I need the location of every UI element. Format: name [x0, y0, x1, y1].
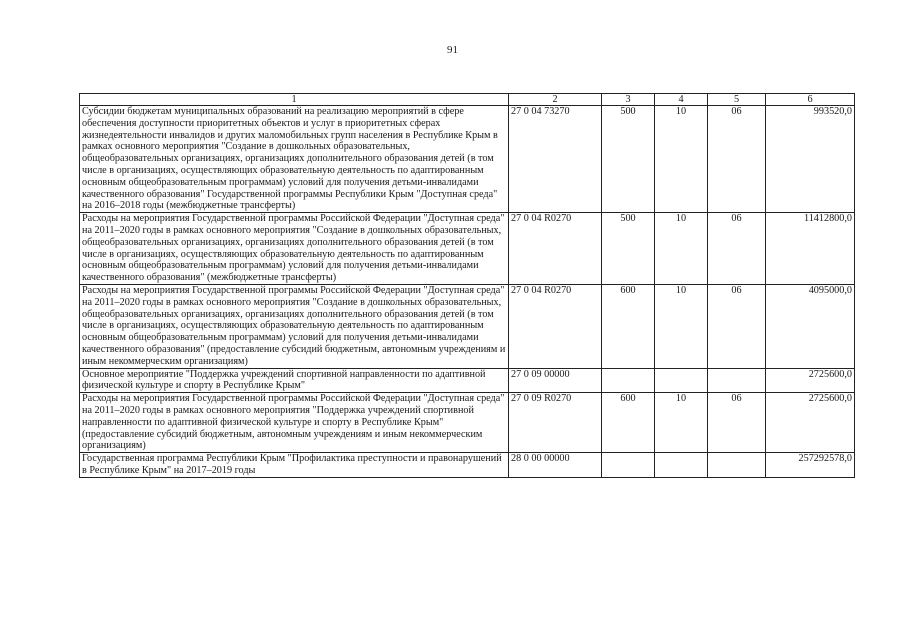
row-amount: 11412800,0: [766, 213, 855, 285]
row-col5: 06: [708, 213, 766, 285]
row-code: 27 0 04 R0270: [509, 284, 602, 368]
row-col4: 10: [655, 106, 708, 213]
table-row: [80, 453, 855, 478]
column-header: 2: [509, 94, 602, 106]
row-amount: 993520,0: [766, 106, 855, 213]
table-row: [80, 213, 855, 285]
row-code: 27 0 04 R0270: [509, 213, 602, 285]
row-col3: [602, 368, 655, 393]
row-name: Расходы на мероприятия Государственной программы Российской Федерации "Доступная среда" на 2011–2020 годы в рамках основного мероприятия "Создание в дошкольных образовательных, общеобразовательных организациях, организациях дополнительного образования детей (в том числе в организациях, осуществляющих образовательную деятельность по адаптированным основным общеобразовательным программам) условий для получения детьми-инвалидами качественного образования" (межбюджетные трансферты): [80, 213, 509, 285]
column-header: 1: [80, 94, 509, 106]
row-code: 27 0 04 73270: [509, 106, 602, 213]
page-number: 91: [447, 44, 458, 56]
budget-table: [79, 93, 855, 478]
row-amount: 4095000,0: [766, 284, 855, 368]
row-col4: [655, 368, 708, 393]
row-col3: 500: [602, 106, 655, 213]
row-col4: 10: [655, 213, 708, 285]
table-header-row: [80, 94, 855, 106]
table-row: [80, 284, 855, 368]
row-col3: [602, 453, 655, 478]
row-code: 28 0 00 00000: [509, 453, 602, 478]
column-header: 3: [602, 94, 655, 106]
row-col3: 600: [602, 284, 655, 368]
row-amount: 257292578,0: [766, 453, 855, 478]
row-col5: [708, 453, 766, 478]
row-col3: 600: [602, 393, 655, 453]
column-header: 5: [708, 94, 766, 106]
column-header: 6: [766, 94, 855, 106]
table-row: [80, 106, 855, 213]
row-name: Расходы на мероприятия Государственной программы Российской Федерации "Доступная среда" на 2011–2020 годы в рамках основного мероприятия "Поддержка учреждений спортивной направленности по адаптивной физической культуре и спорту в Республике Крым" (предоставление субсидий бюджетным, автономным учреждениям и иным некоммерческим организациям): [80, 393, 509, 453]
row-code: 27 0 09 R0270: [509, 393, 602, 453]
row-col4: [655, 453, 708, 478]
row-col5: 06: [708, 106, 766, 213]
row-col5: 06: [708, 393, 766, 453]
row-code: 27 0 09 00000: [509, 368, 602, 393]
row-col5: [708, 368, 766, 393]
row-name: Субсидии бюджетам муниципальных образований на реализацию мероприятий в сфере обеспечения доступности приоритетных объектов и услуг в приоритетных сферах жизнедеятельности инвалидов и других маломобильных групп населения в Республике Крым в рамках основного мероприятия "Создание в дошкольных образовательных, общеобразовательных организациях, организациях дополнительного образования детей (в том числе в организациях, осуществляющих образовательную деятельность по адаптированным основным общеобразовательным программам) условий для получения детьми-инвалидами качественного образования" Государственной программы Республики Крым "Доступная среда" на 2016–2018 годы (межбюджетные трансферты): [80, 106, 509, 213]
row-col5: 06: [708, 284, 766, 368]
table-row: [80, 368, 855, 393]
row-name: Расходы на мероприятия Государственной программы Российской Федерации "Доступная среда" на 2011–2020 годы в рамках основного мероприятия "Создание в дошкольных образовательных, общеобразовательных организациях, организациях дополнительного образования детей (в том числе в организациях, осуществляющих образовательную деятельность по адаптированным основным общеобразовательным программам) условий для получения детьми-инвалидами качественного образования" (предоставление субсидий бюджетным, автономным учреждениям и иным некоммерческим организациям): [80, 284, 509, 368]
row-col4: 10: [655, 393, 708, 453]
table-row: [80, 393, 855, 453]
row-col4: 10: [655, 284, 708, 368]
row-name: Государственная программа Республики Крым "Профилактика преступности и правонарушений в Республике Крым" на 2017–2019 годы: [80, 453, 509, 478]
row-amount: 2725600,0: [766, 368, 855, 393]
column-header: 4: [655, 94, 708, 106]
row-amount: 2725600,0: [766, 393, 855, 453]
row-name: Основное мероприятие "Поддержка учреждений спортивной направленности по адаптивной физической культуре и спорту в Республике Крым": [80, 368, 509, 393]
row-col3: 500: [602, 213, 655, 285]
